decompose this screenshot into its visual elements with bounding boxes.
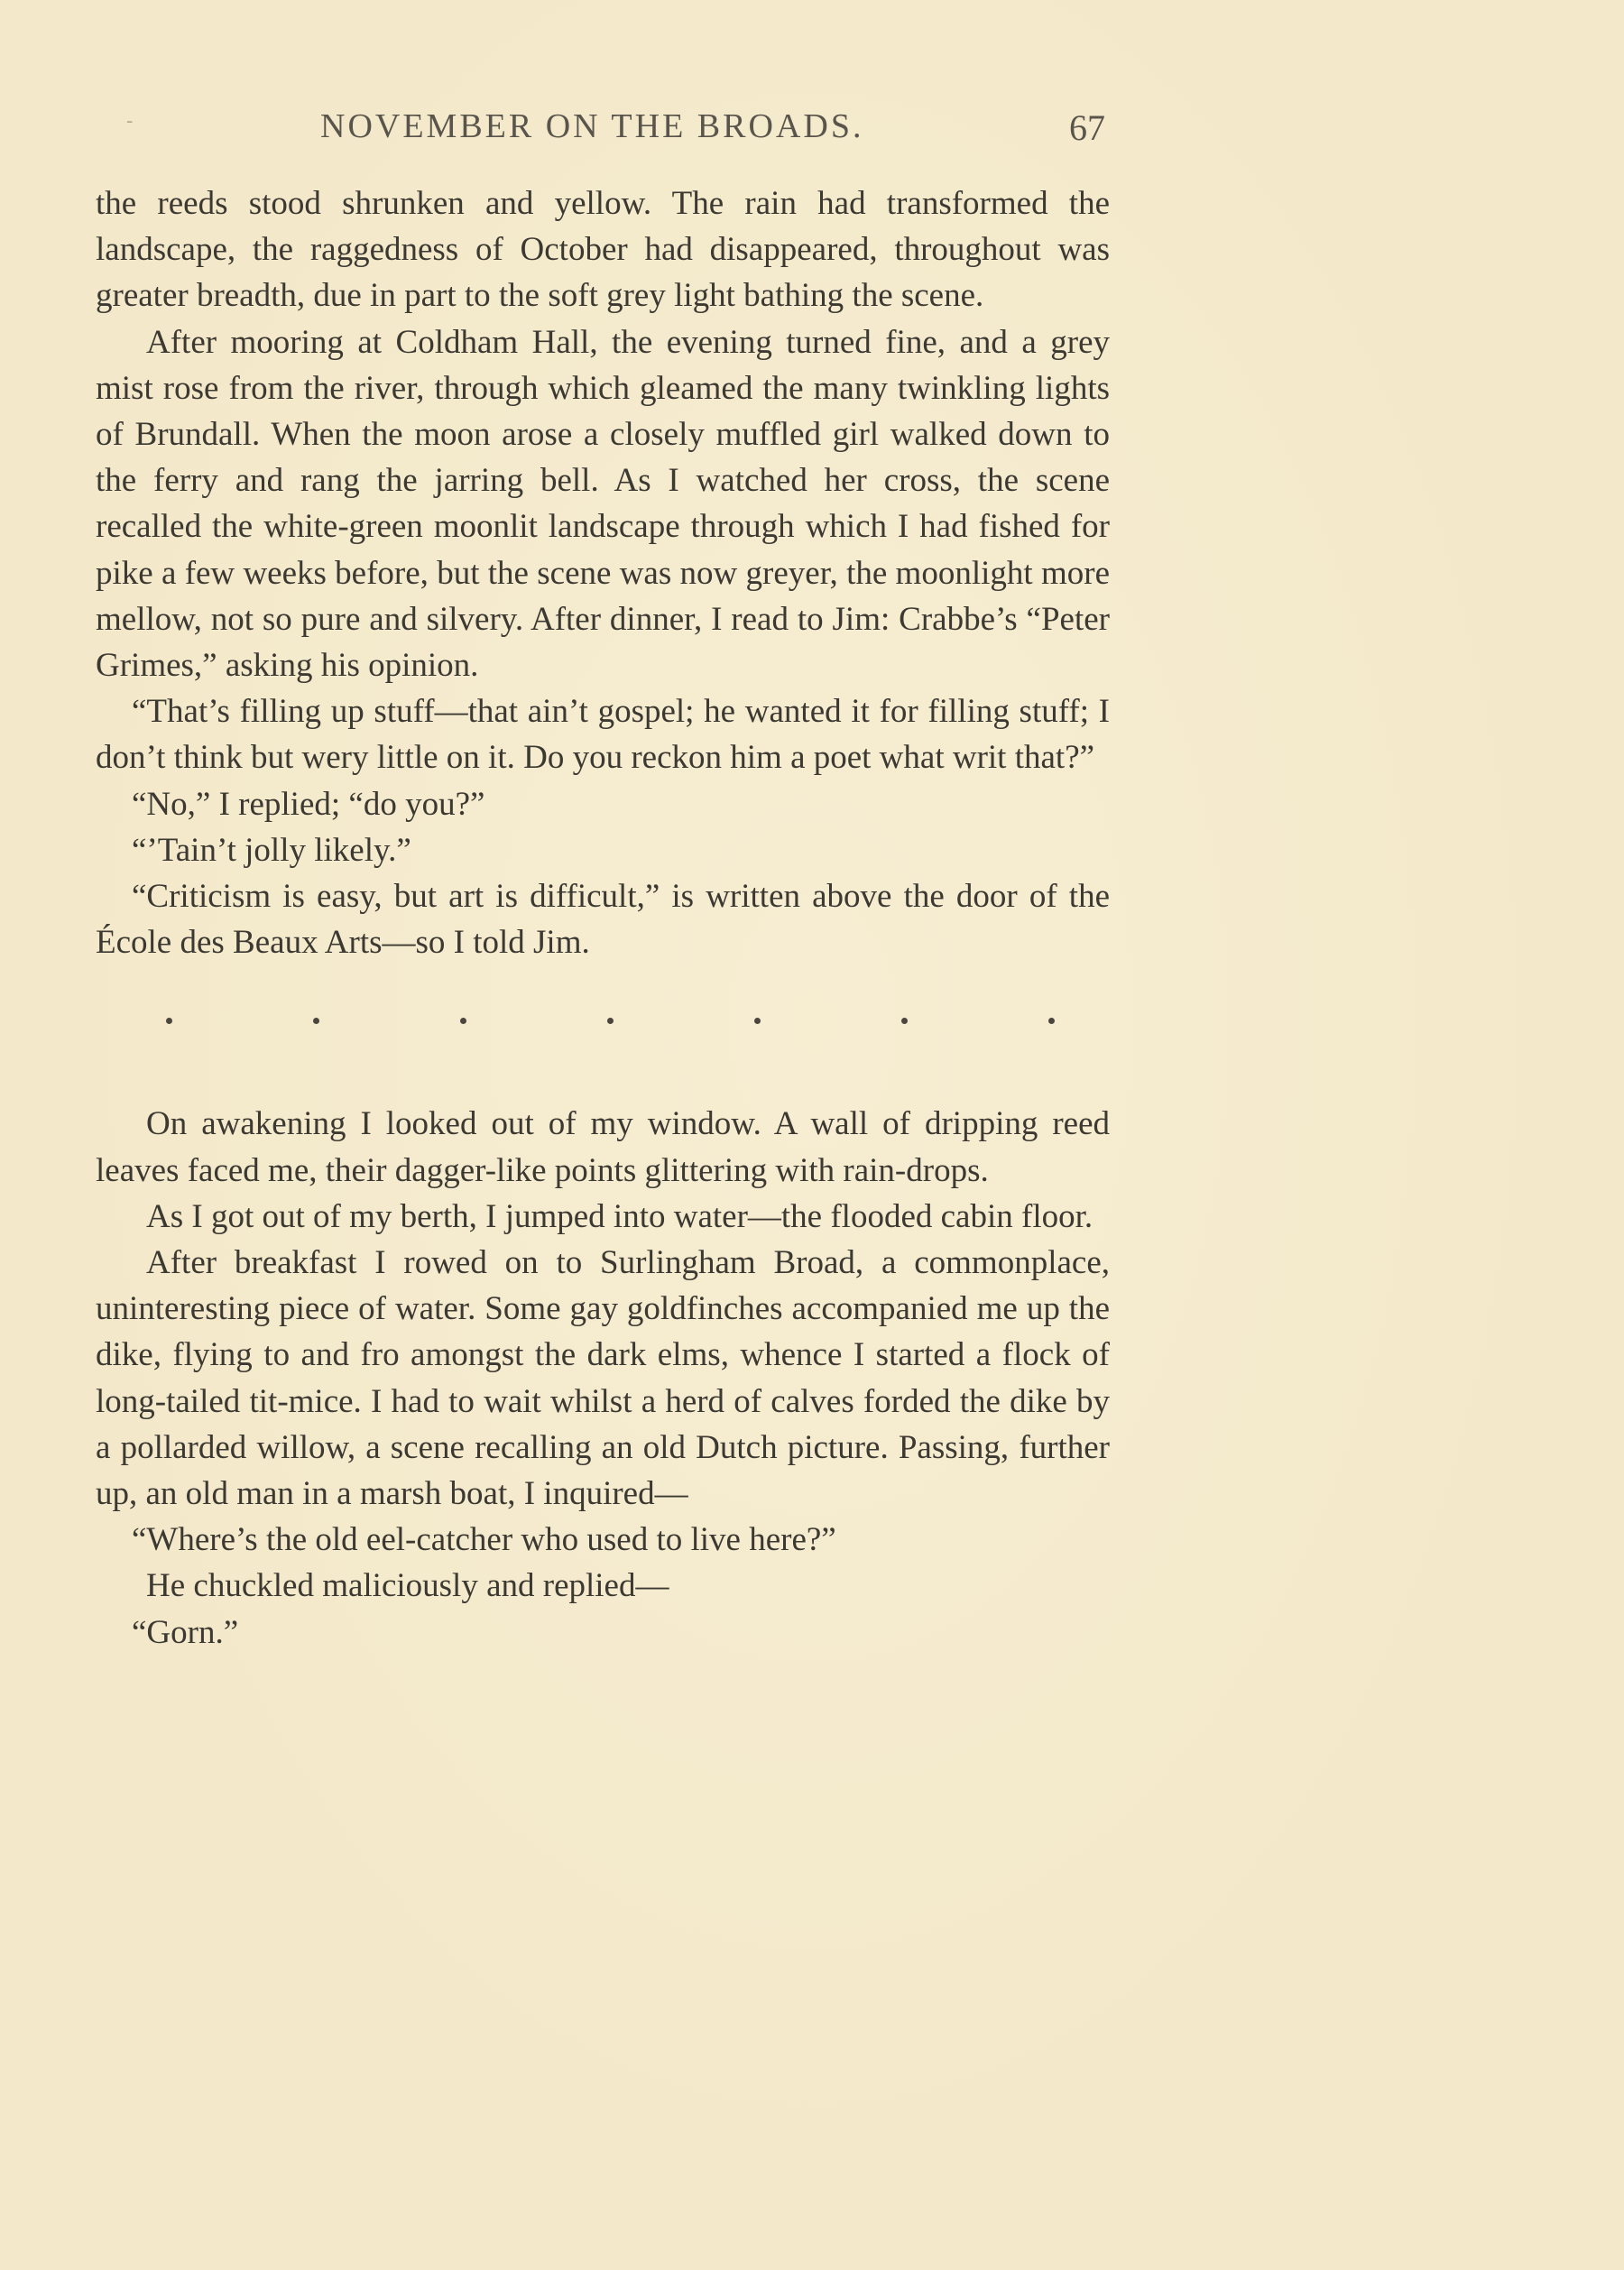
paragraph-11: He chuckled maliciously and replied— (146, 1567, 669, 1605)
separator-dot (607, 1018, 614, 1024)
separator-dot (460, 1018, 466, 1024)
separator-dot (166, 1018, 172, 1024)
paragraph-4: “No,” I replied; “do you?” (132, 785, 485, 823)
paragraph-3: “That’s filling up stuff—that ain’t gospel; he wanted it for filling stuff; I don’t think but wery little on it. Do you reckon him a poet what writ that?” (96, 693, 1110, 777)
paragraph-2: After mooring at Coldham Hall, the evening turned fine, and a grey mist rose from the river, through which gleamed the many twinkling lights of Brundall. When the moon arose a closely muffled girl walked down to the ferry and rang the jarring bell. As I watched her cross, the scene recalled the white-green moonlit landscape through which I had fished for pike a few weeks before, but the scene was now greyer, the moonlight more mellow, not so pure and silvery. After dinner, I read to Jim: Crabbe’s “Peter Grimes,” asking his opinion. (96, 323, 1110, 685)
paragraph-6: “Criticism is easy, but art is difficult,” is written above the door of the École des Beaux Arts—so I told Jim. (96, 878, 1110, 962)
running-head-title: NOVEMBER ON THE BROADS. (320, 107, 864, 145)
separator-dot (754, 1018, 761, 1024)
running-head (0, 106, 1624, 161)
paragraph-9: After breakfast I rowed on to Surlingham Broad, a commonplace, uninteresting piece of water. Some gay goldfinches accompanied me up the dike, flying to and fro amongst the dark elms, whence I started a flock of long-tailed tit-mice. I had to wait whilst a herd of calves forded the dike by a pollarded willow, a scene recalling an old Dutch picture. Passing, further up, an old man in a marsh boat, I inquired— (96, 1244, 1110, 1513)
paragraph-10: “Where’s the old eel-catcher who used to live here?” (132, 1521, 836, 1559)
paragraph-7: On awakening I looked out of my window. A wall of dripping reed leaves faced me, their dagger-like points glittering with rain-drops. (96, 1105, 1110, 1189)
section-separator (96, 965, 1110, 1101)
paragraph-5: “’Tain’t jolly likely.” (132, 831, 411, 869)
body-text (96, 180, 1110, 1656)
separator-dot (901, 1018, 908, 1024)
separator-dot (313, 1018, 319, 1024)
paragraph-1: the reeds stood shrunken and yellow. The rain had transformed the landscape, the raggedness of October had disappeared, throughout was greater breadth, due in part to the soft grey light bathing the scene. (96, 185, 1110, 315)
separator-dot (1048, 1018, 1055, 1024)
paragraph-8: As I got out of my berth, I jumped into water—the flooded cabin floor. (146, 1197, 1093, 1235)
header-mark: - (126, 110, 134, 133)
paragraph-12: “Gorn.” (132, 1613, 239, 1651)
page-number: 67 (1069, 107, 1105, 148)
